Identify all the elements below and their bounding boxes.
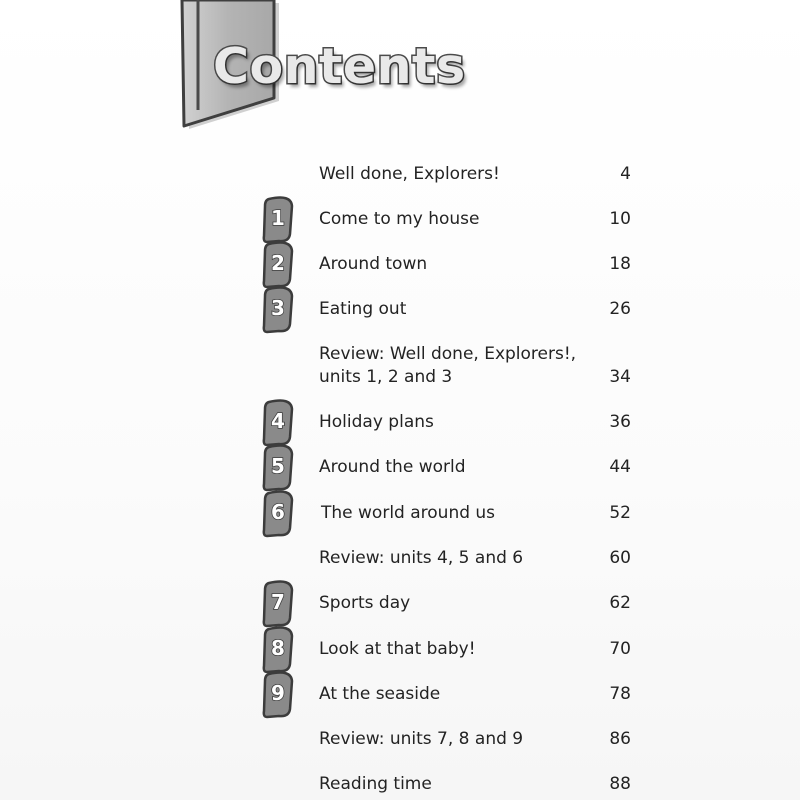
entry-title: Reading time — [319, 774, 432, 794]
entry-page-number: 52 — [609, 503, 631, 523]
entry-page-number: 44 — [609, 457, 631, 477]
unit-number-badge-icon — [261, 444, 295, 492]
unit-number-badge-icon — [261, 490, 295, 538]
entry-page-number: 86 — [609, 729, 631, 749]
unit-number-badge-icon — [261, 626, 295, 674]
unit-number: 2 — [271, 251, 285, 275]
unit-number-badge-icon — [261, 671, 295, 719]
entry-title: Review: Well done, Explorers!, — [319, 344, 577, 364]
entry-page-number: 4 — [620, 164, 631, 184]
entry-title: At the seaside — [319, 684, 441, 704]
entry-title: Around the world — [319, 457, 466, 477]
unit-number-badge-icon — [261, 399, 295, 447]
unit-number-badge-icon — [261, 580, 295, 628]
unit-number-badge-icon — [261, 196, 295, 244]
unit-number-badge-icon — [261, 286, 295, 334]
entry-title: Come to my house — [319, 209, 480, 229]
unit-number: 4 — [271, 409, 285, 433]
entry-title: Well done, Explorers! — [319, 164, 500, 184]
unit-number: 5 — [271, 454, 285, 478]
unit-number: 8 — [271, 636, 285, 660]
entry-title: Review: units 7, 8 and 9 — [319, 729, 524, 749]
entry-page-number: 18 — [609, 254, 631, 274]
entry-page-number: 60 — [609, 548, 631, 568]
entry-title: Eating out — [319, 299, 407, 319]
unit-number-badge-icon — [261, 241, 295, 289]
unit-number: 7 — [271, 590, 285, 614]
entry-title: Around town — [319, 254, 428, 274]
entry-title: Holiday plans — [319, 412, 434, 432]
entry-page-number: 70 — [609, 639, 631, 659]
entry-page-number: 10 — [609, 209, 631, 229]
entry-title: Look at that baby! — [319, 639, 476, 659]
entry-title: The world around us — [321, 503, 496, 523]
unit-number: 6 — [271, 500, 285, 524]
entry-title: Review: units 4, 5 and 6 — [319, 548, 524, 568]
entry-page-number: 34 — [609, 367, 631, 387]
page-title: Contents — [213, 38, 466, 95]
entry-page-number: 78 — [609, 684, 631, 704]
entry-page-number: 88 — [609, 774, 631, 794]
unit-number: 3 — [271, 296, 285, 320]
entry-title: Sports day — [319, 593, 411, 613]
entry-title-continued: units 1, 2 and 3 — [319, 367, 453, 387]
entry-page-number: 36 — [609, 412, 631, 432]
unit-number: 1 — [271, 206, 285, 230]
unit-number: 9 — [271, 681, 285, 705]
entry-page-number: 62 — [609, 593, 631, 613]
entry-page-number: 26 — [609, 299, 631, 319]
